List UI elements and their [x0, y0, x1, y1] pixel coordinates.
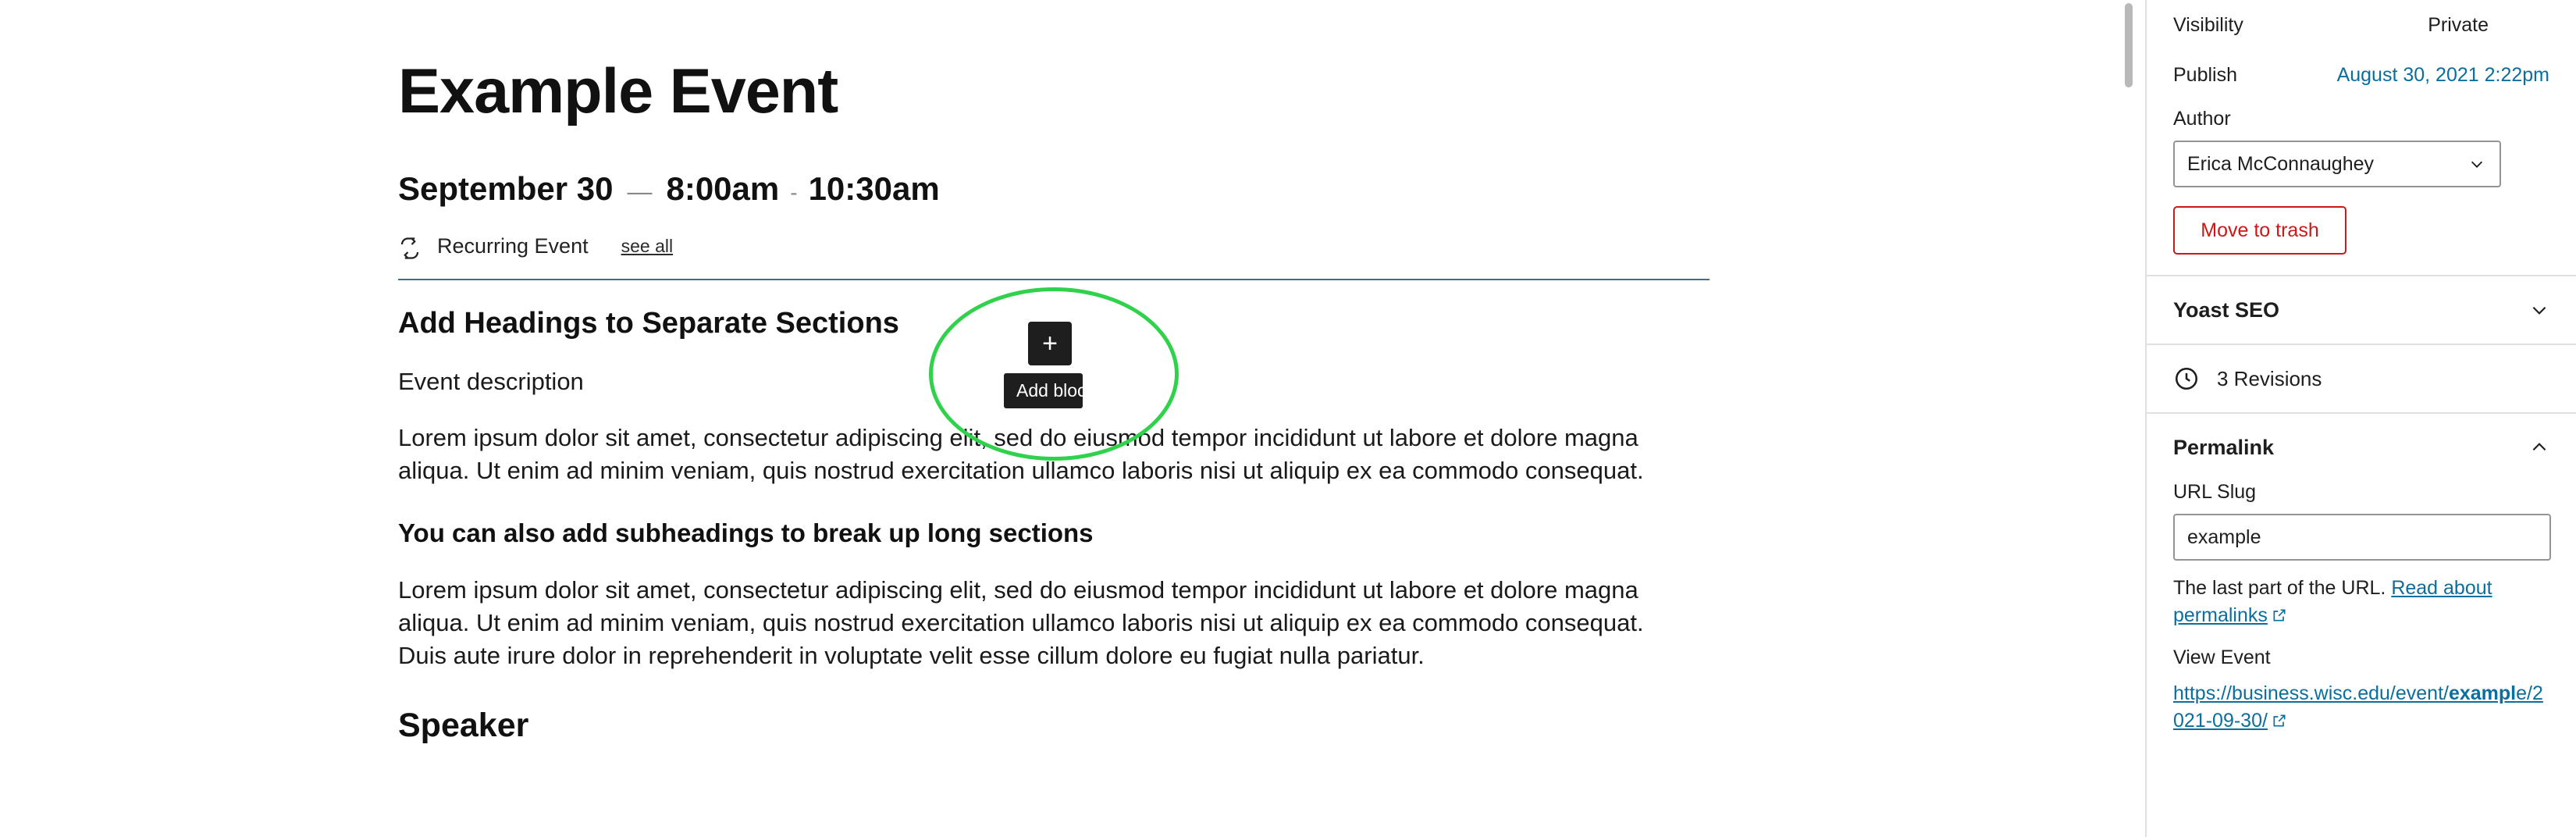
add-block-tooltip: Add block	[1004, 373, 1083, 408]
add-block-control	[1016, 322, 1096, 408]
heading-block-1[interactable]: Add Headings to Separate Sections	[398, 307, 899, 340]
yoast-seo-title: Yoast SEO	[2173, 297, 2280, 322]
external-link-icon	[2272, 709, 2287, 725]
author-label: Author	[2173, 108, 2231, 130]
heading-block-2[interactable]: You can also add subheadings to break up long sections	[398, 518, 1094, 548]
chevron-up-icon	[2529, 437, 2549, 458]
url-slug-input[interactable]	[2173, 514, 2551, 561]
event-end-time[interactable]: 10:30am	[808, 170, 940, 208]
permalink-panel-body	[2147, 481, 2576, 735]
author-select[interactable]	[2173, 141, 2501, 187]
permalink-help-prefix: The last part of the URL.	[2173, 577, 2386, 599]
publish-row[interactable]	[2147, 50, 2576, 100]
publish-date-value[interactable]: August 30, 2021 2:22pm	[2336, 63, 2549, 86]
author-block	[2147, 100, 2576, 187]
time-dash: -	[790, 180, 798, 205]
event-date-row	[398, 170, 1710, 208]
visibility-label: Visibility	[2173, 13, 2243, 36]
heading-block-3[interactable]: Speaker	[398, 706, 529, 744]
view-event-url[interactable]	[2173, 680, 2549, 735]
chevron-down-icon	[2529, 300, 2549, 320]
view-url-head: https://business.wisc.edu/event/	[2173, 682, 2449, 704]
view-url-slug: exampl	[2448, 682, 2517, 704]
date-dash: —	[627, 177, 653, 206]
paragraph-block-0[interactable]: Event description	[398, 367, 584, 395]
recurring-event-label: Recurring Event	[437, 234, 589, 258]
clock-icon	[2173, 365, 2200, 392]
section-divider	[398, 279, 1710, 280]
repeat-icon	[398, 237, 422, 260]
permalink-title: Permalink	[2173, 435, 2275, 459]
permalink-panel-header[interactable]	[2147, 414, 2576, 481]
recurring-event-row	[398, 234, 1710, 258]
revisions-label: 3 Revisions	[2217, 366, 2322, 390]
revisions-row[interactable]	[2147, 345, 2576, 412]
paragraph-block-2[interactable]: Lorem ipsum dolor sit amet, consectetur adipiscing elit, sed do eiusmod tempor incididunt ut labore et dolore magna aliqua. Ut enim ad minim veniam, quis nostrud exercitation ullamco laboris nisi ut aliquip ex ea commodo consequat. Duis aute irure dolor in reprehenderit in voluptate velit esse cillum dolore eu fugiat nulla pariatur.	[398, 576, 1644, 669]
view-event-label: View Event	[2173, 646, 2271, 668]
publish-label: Publish	[2173, 63, 2237, 86]
event-start-time[interactable]: 8:00am	[666, 170, 780, 208]
view-url-tail: e/2021-09-30/	[2173, 682, 2543, 732]
add-block-button[interactable]: +	[1028, 322, 1072, 365]
permalink-help-text	[2173, 575, 2549, 629]
yoast-seo-panel-header[interactable]	[2147, 276, 2576, 344]
visibility-value[interactable]: Private	[2428, 13, 2489, 36]
post-settings-sidebar	[2145, 0, 2576, 837]
read-about-permalinks-link[interactable]: Read about permalinks	[2173, 577, 2492, 626]
see-all-link[interactable]: see all	[621, 236, 674, 257]
url-slug-label: URL Slug	[2173, 481, 2257, 503]
editor-scrollbar-thumb[interactable]	[2125, 3, 2133, 87]
external-link-icon	[2272, 604, 2287, 619]
chevron-down-icon	[2468, 155, 2485, 173]
author-select-value: Erica McConnaughey	[2187, 152, 2375, 175]
page-title[interactable]: Example Event	[398, 56, 838, 126]
editor-scrollbar[interactable]	[2123, 0, 2134, 837]
visibility-row[interactable]	[2147, 0, 2576, 50]
move-to-trash-button[interactable]: Move to trash	[2173, 206, 2347, 255]
paragraph-block-1[interactable]: Lorem ipsum dolor sit amet, consectetur adipiscing elit, sed do eiusmod tempor incididunt ut labore et dolore magna aliqua. Ut enim ad minim veniam, quis nostrud exercitation ullamco laboris nisi ut aliquip ex ea commodo consequat.	[398, 424, 1644, 485]
event-date[interactable]: September 30	[398, 170, 614, 208]
